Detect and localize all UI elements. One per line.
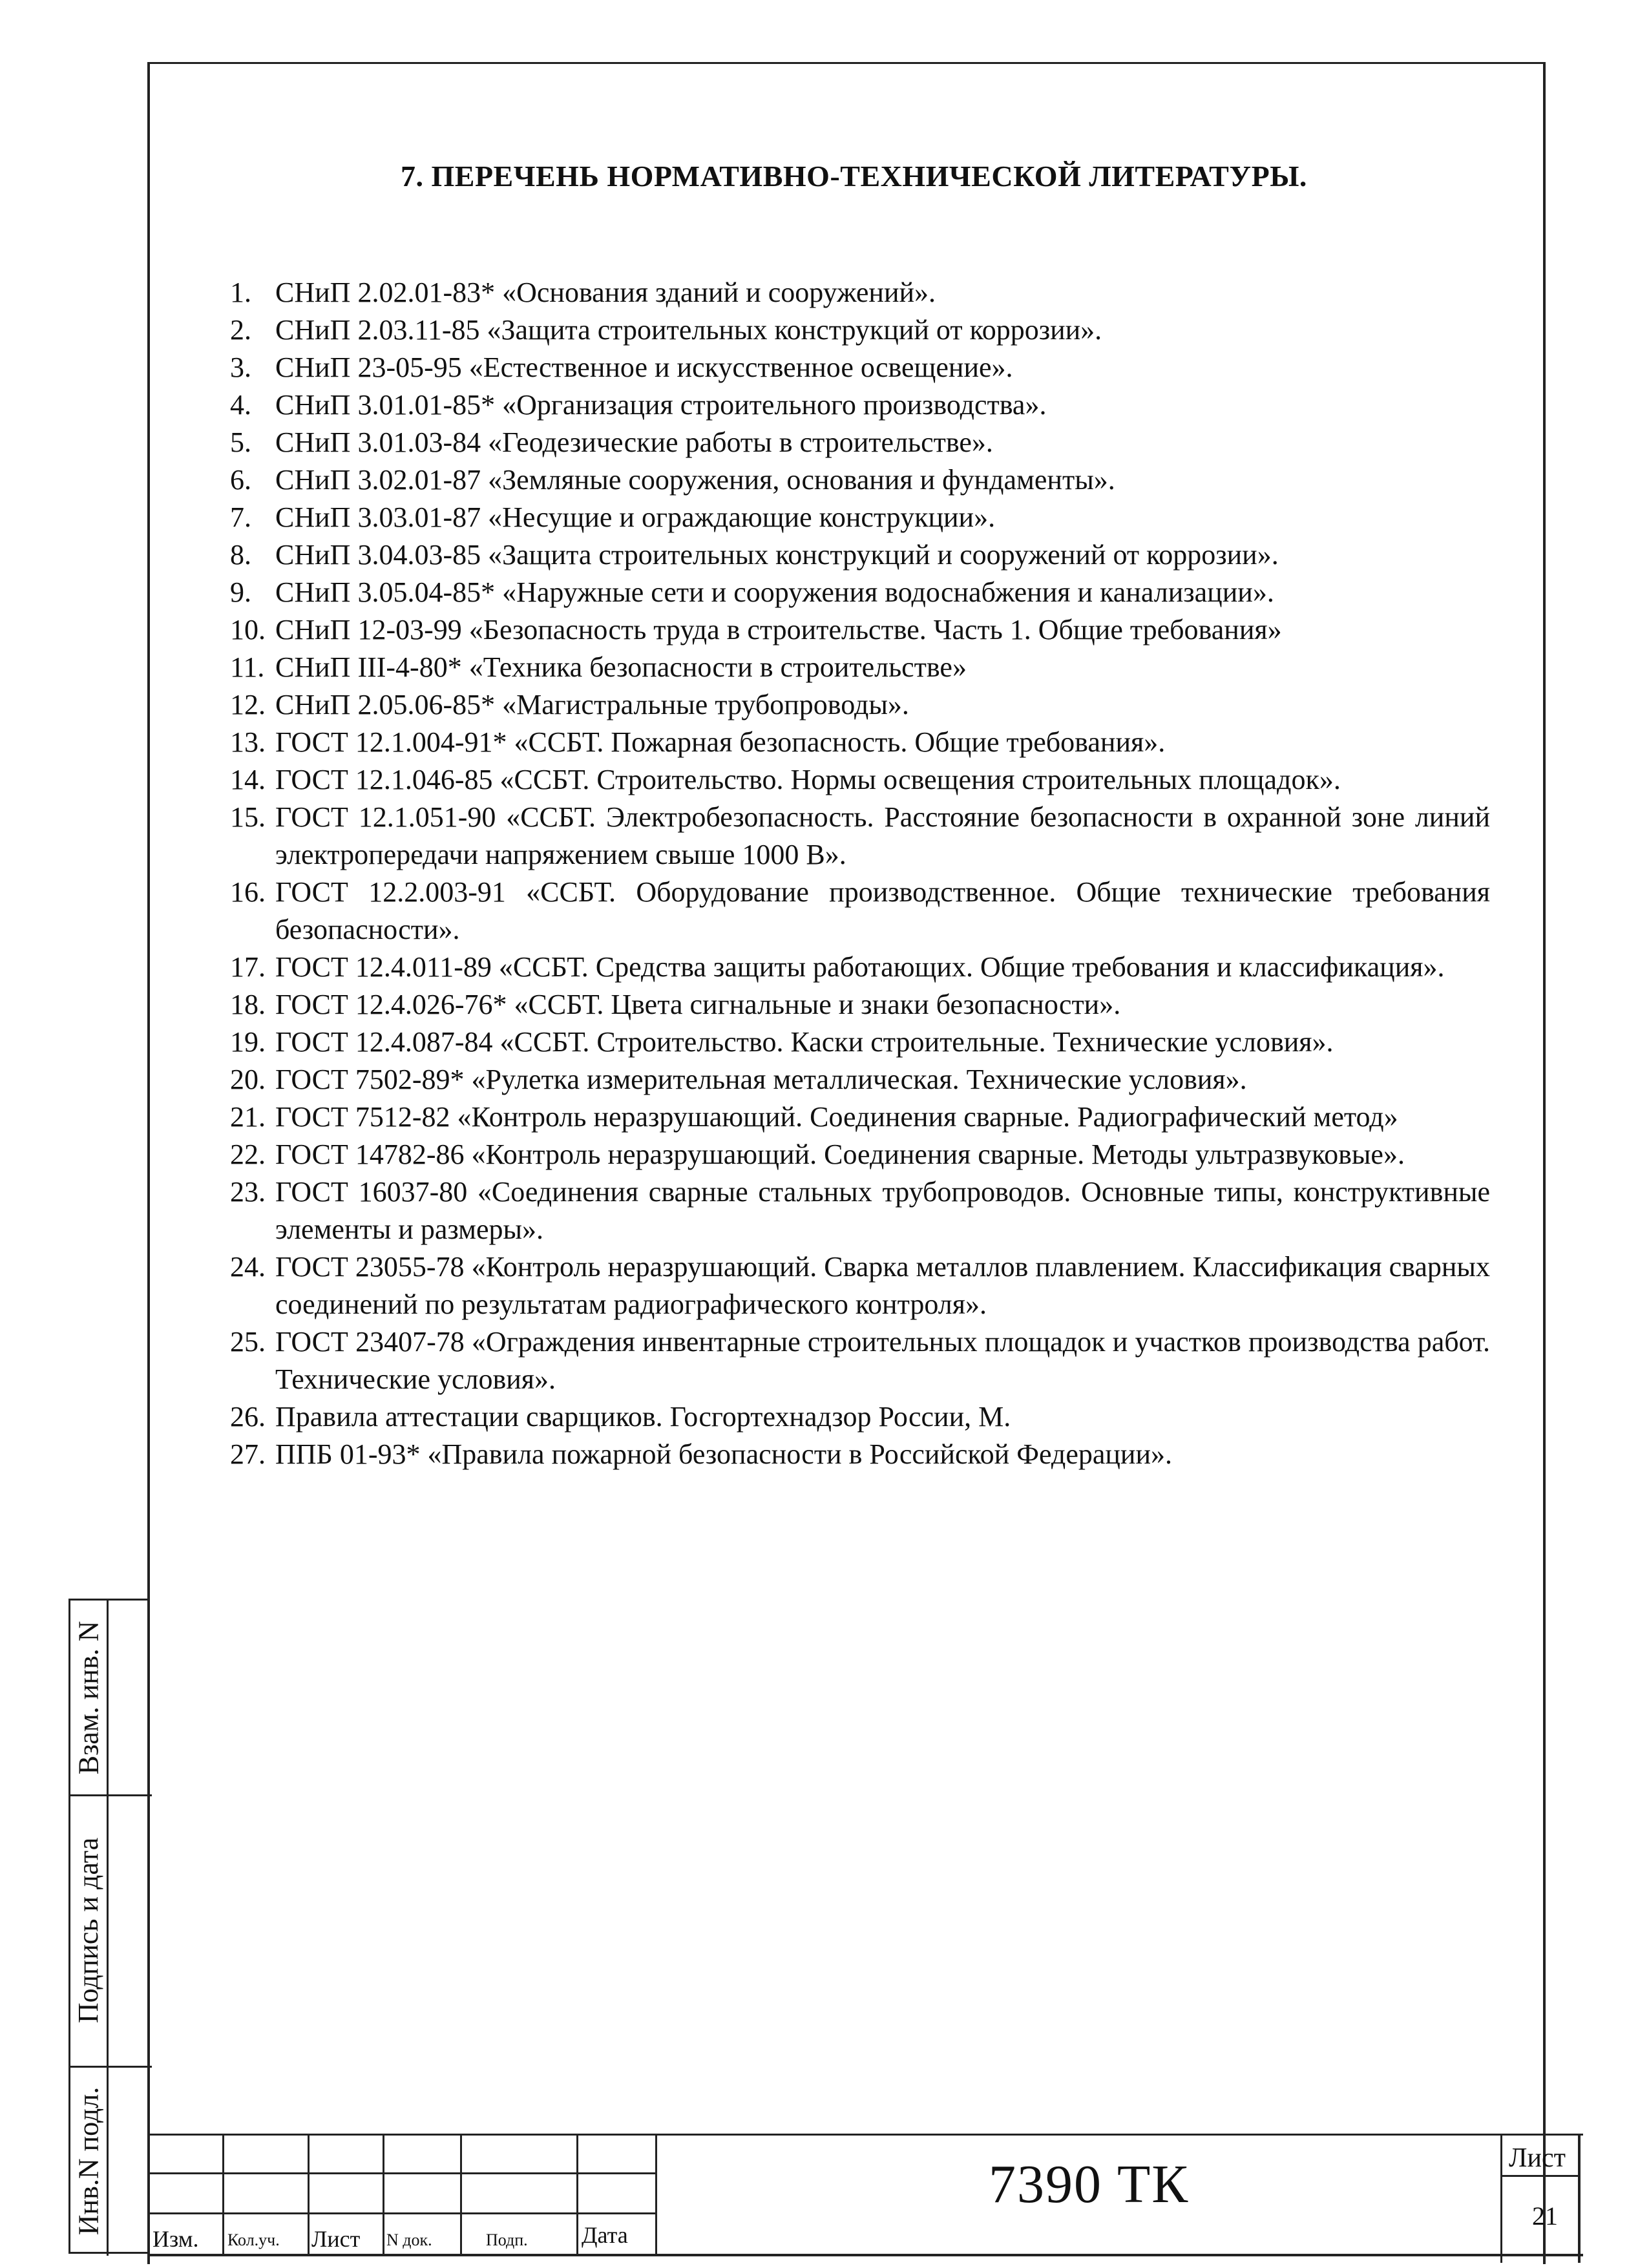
col-podp-label: Подп. bbox=[486, 2231, 528, 2249]
list-item-text: ГОСТ 12.2.003-91 «ССБТ. Оборудование производственное. Общие технические требования безопасности». bbox=[275, 876, 1490, 945]
list-item-text: ГОСТ 12.1.051-90 «ССБТ. Электробезопасность. Расстояние безопасности в охранной зоне линий электропередачи напряжением свыше 1000 В». bbox=[275, 801, 1490, 870]
literature-list bbox=[230, 274, 1490, 1473]
list-item bbox=[230, 274, 1490, 311]
sheet-box bbox=[1500, 2134, 1581, 2263]
list-item-number: 18. bbox=[230, 989, 266, 1020]
list-item bbox=[230, 1061, 1490, 1098]
sheet-label: Лист bbox=[1509, 2143, 1566, 2173]
list-item bbox=[230, 1098, 1490, 1136]
list-item-text: ГОСТ 14782-86 «Контроль неразрушающий. Соединения сварные. Методы ультразвуковые». bbox=[275, 1139, 1405, 1170]
col-kol-uch-label: Кол.уч. bbox=[227, 2231, 280, 2249]
title-block-rule bbox=[147, 2134, 1583, 2136]
list-item bbox=[230, 536, 1490, 574]
sheet-box-rule bbox=[1502, 2175, 1580, 2177]
list-item bbox=[230, 499, 1490, 536]
list-item-number: 11. bbox=[230, 651, 265, 683]
side-stamp-column-line bbox=[107, 1601, 109, 2256]
list-item-text: ГОСТ 12.1.046-85 «ССБТ. Строительство. Нормы освещения строительных площадок». bbox=[275, 764, 1341, 795]
side-stamp bbox=[68, 1599, 150, 2254]
page-title: 7. ПЕРЕЧЕНЬ НОРМАТИВНО-ТЕХНИЧЕСКОЙ ЛИТЕРАТУРЫ. bbox=[401, 160, 1307, 193]
list-item bbox=[230, 386, 1490, 424]
list-item bbox=[230, 874, 1490, 949]
list-item-number: 22. bbox=[230, 1139, 266, 1170]
list-item bbox=[230, 1436, 1490, 1473]
list-item-number: 3. bbox=[230, 352, 251, 383]
list-item bbox=[230, 1398, 1490, 1436]
col-n-dok-label: N док. bbox=[386, 2231, 432, 2249]
list-item-text: СНиП 3.02.01-87 «Земляные сооружения, основания и фундаменты». bbox=[275, 464, 1115, 496]
list-item-number: 20. bbox=[230, 1064, 266, 1095]
list-item-number: 26. bbox=[230, 1401, 266, 1433]
list-item-text: ГОСТ 12.4.011-89 «ССБТ. Средства защиты работающих. Общие требования и классификация». bbox=[275, 951, 1445, 983]
list-item-text: ГОСТ 7502-89* «Рулетка измерительная металлическая. Технические условия». bbox=[275, 1064, 1247, 1095]
list-item bbox=[230, 1136, 1490, 1173]
title-block-rule bbox=[655, 2134, 657, 2256]
list-item bbox=[230, 461, 1490, 499]
list-item-text: ГОСТ 23407-78 «Ограждения инвентарные строительных площадок и участков производства работ. Технические условия». bbox=[275, 1326, 1490, 1395]
list-item-number: 12. bbox=[230, 689, 266, 720]
title-block-rule bbox=[460, 2134, 462, 2256]
list-item bbox=[230, 724, 1490, 761]
list-item-number: 7. bbox=[230, 501, 251, 533]
list-item bbox=[230, 1173, 1490, 1248]
list-item-number: 2. bbox=[230, 314, 251, 346]
list-item bbox=[230, 1248, 1490, 1323]
list-item-number: 19. bbox=[230, 1026, 266, 1058]
sheet-number: 21 bbox=[1532, 2201, 1558, 2231]
list-item-number: 17. bbox=[230, 951, 266, 983]
list-item bbox=[230, 686, 1490, 724]
list-item-text: СНиП 3.04.03-85 «Защита строительных конструкций и сооружений от коррозии». bbox=[275, 539, 1279, 571]
list-item-text: ГОСТ 12.4.026-76* «ССБТ. Цвета сигнальные и знаки безопасности». bbox=[275, 989, 1121, 1020]
list-item bbox=[230, 799, 1490, 874]
list-item-text: СНиП III-4-80* «Техника безопасности в строительстве» bbox=[275, 651, 967, 683]
side-stamp-cell-replace bbox=[70, 1601, 107, 1794]
list-item bbox=[230, 1323, 1490, 1398]
list-item-number: 24. bbox=[230, 1251, 266, 1283]
list-item-text: Правила аттестации сварщиков. Госгортехнадзор России, М. bbox=[275, 1401, 1011, 1433]
title-block-rule bbox=[383, 2134, 384, 2256]
list-item-number: 1. bbox=[230, 277, 251, 308]
list-item-text: СНиП 12-03-99 «Безопасность труда в строительстве. Часть 1. Общие требования» bbox=[275, 614, 1282, 646]
col-data-label: Дата bbox=[582, 2222, 628, 2248]
list-item-number: 6. bbox=[230, 464, 251, 496]
list-item-number: 9. bbox=[230, 576, 251, 608]
list-item-text: СНиП 2.02.01-83* «Основания зданий и сооружений». bbox=[275, 277, 936, 308]
side-stamp-cell-sign bbox=[70, 1794, 107, 2066]
list-item-text: СНиП 3.03.01-87 «Несущие и ограждающие конструкции». bbox=[275, 501, 996, 533]
side-stamp-cell-orig bbox=[70, 2066, 107, 2256]
list-item-number: 27. bbox=[230, 1438, 266, 1470]
side-stamp-inv-orig-label: Инв.N подл. bbox=[72, 2086, 105, 2235]
list-item bbox=[230, 611, 1490, 649]
side-stamp-inv-replace-label: Взам. инв. N bbox=[72, 1621, 105, 1774]
title-block-rule bbox=[222, 2134, 224, 2256]
list-item-text: ГОСТ 12.1.004-91* «ССБТ. Пожарная безопасность. Общие требования». bbox=[275, 726, 1166, 758]
list-item-text: ГОСТ 7512-82 «Контроль неразрушающий. Соединения сварные. Радиографический метод» bbox=[275, 1101, 1398, 1133]
col-list-label: Лист bbox=[311, 2226, 361, 2252]
list-item bbox=[230, 1024, 1490, 1061]
list-item-text: СНиП 2.05.06-85* «Магистральные трубопроводы». bbox=[275, 689, 909, 720]
list-item-text: СНиП 3.05.04-85* «Наружные сети и сооружения водоснабжения и канализации». bbox=[275, 576, 1274, 608]
list-item-number: 16. bbox=[230, 876, 266, 908]
list-item bbox=[230, 574, 1490, 611]
list-item-number: 8. bbox=[230, 539, 251, 571]
list-item-number: 4. bbox=[230, 389, 251, 421]
list-item-text: СНиП 2.03.11-85 «Защита строительных конструкций от коррозии». bbox=[275, 314, 1102, 346]
list-item-number: 23. bbox=[230, 1176, 266, 1208]
document-code: 7390 ТК bbox=[989, 2154, 1190, 2214]
list-item-text: СНиП 23-05-95 «Естественное и искусственное освещение». bbox=[275, 352, 1013, 383]
list-item bbox=[230, 761, 1490, 799]
list-item-number: 13. bbox=[230, 726, 266, 758]
list-item bbox=[230, 986, 1490, 1024]
list-item bbox=[230, 424, 1490, 461]
col-izm-label: Изм. bbox=[152, 2226, 199, 2252]
list-item-text: ГОСТ 16037-80 «Соединения сварные стальных трубопроводов. Основные типы, конструктивные элементы и размеры». bbox=[275, 1176, 1490, 1245]
title-block bbox=[147, 2134, 1583, 2256]
list-item-number: 10. bbox=[230, 614, 266, 646]
list-item bbox=[230, 649, 1490, 686]
list-item-number: 14. bbox=[230, 764, 266, 795]
side-stamp-sign-date-label: Подпись и дата bbox=[72, 1837, 105, 2023]
list-item-text: ГОСТ 12.4.087-84 «ССБТ. Строительство. Каски строительные. Технические условия». bbox=[275, 1026, 1334, 1058]
list-item-number: 21. bbox=[230, 1101, 266, 1133]
list-item bbox=[230, 949, 1490, 986]
title-block-rule bbox=[576, 2134, 578, 2256]
list-item-number: 15. bbox=[230, 801, 266, 833]
list-item bbox=[230, 311, 1490, 349]
list-item-text: СНиП 3.01.03-84 «Геодезические работы в строительстве». bbox=[275, 426, 993, 458]
title-block-rule bbox=[308, 2134, 310, 2256]
list-item-number: 25. bbox=[230, 1326, 266, 1358]
list-item-text: СНиП 3.01.01-85* «Организация строительного производства». bbox=[275, 389, 1047, 421]
list-item-text: ППБ 01-93* «Правила пожарной безопасности в Российской Федерации». bbox=[275, 1438, 1173, 1470]
list-item-text: ГОСТ 23055-78 «Контроль неразрушающий. Сварка металлов плавлением. Классификация сварных соединений по результатам радиографического контроля». bbox=[275, 1251, 1490, 1320]
list-item-number: 5. bbox=[230, 426, 251, 458]
list-item bbox=[230, 349, 1490, 386]
